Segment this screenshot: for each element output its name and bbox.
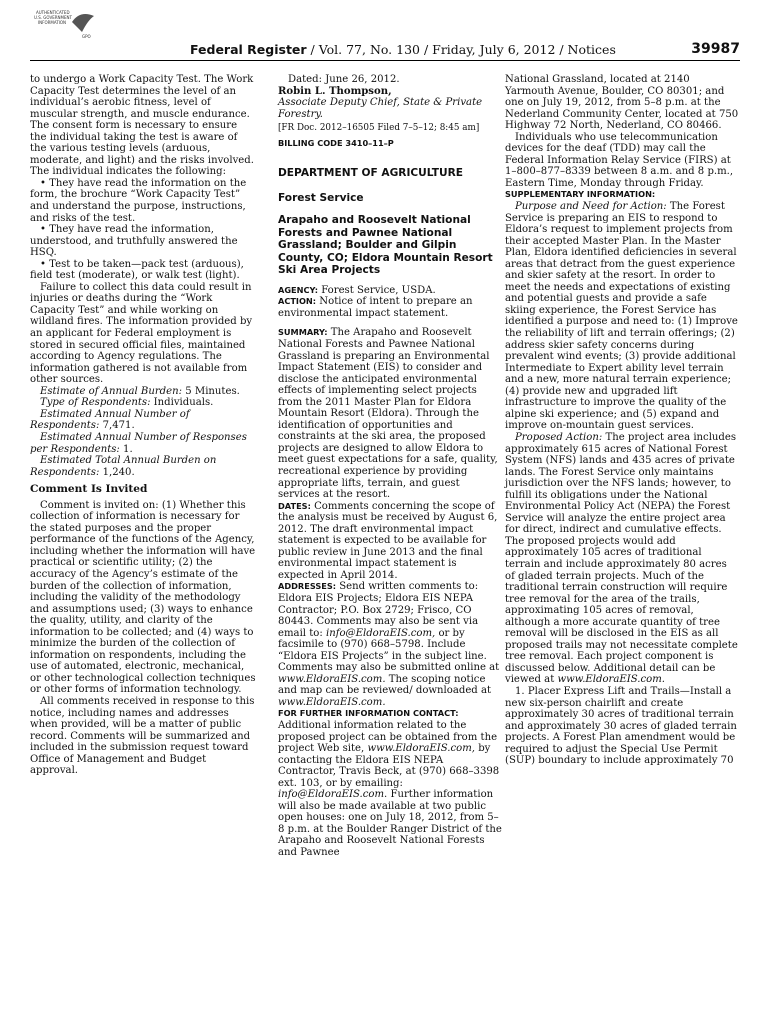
further-info-paragraph: FOR FURTHER INFORMATION CONTACT: Additional information related to the proposed project can be obtained from the project Web site, www.EldoraEIS.com, by contacting the Eldora EIS NEPA Contractor, Travis Beck, at (970) 668–3398 ext. 103, or by emailing: info@EldoraEIS.com. Further information will also be made available at two public open houses: one on July 18, 2012, from 5–8 p.m. at the Boulder Ranger District of the Arapaho and Roosevelt National Forests and Pawnee <box>278 708 502 859</box>
paragraph: National Grassland, located at 2140 Yarmouth Avenue, Boulder, CO 80301; and one on July 19, 2012, from 5–8 p.m. at the Nederland Community Center, located at 750 Highway 72 North, Nederland, CO 80466. <box>505 74 739 132</box>
summary-paragraph: SUMMARY: The Arapaho and Roosevelt National Forests and Pawnee National Grassland is preparing an Environmental Impact Statement (EIS) to consider and disclose the anticipated environmental effects of implementing select projects from the 2011 Master Plan for Eldora Mountain Resort (Eldora). Through the identification of opportunities and constraints at the ski area, the proposed projects are designed to allow Eldora to meet guest expectations for a safe, quality, recreational experience by providing appropriate lifts, terrain, and guest services at the resort. <box>278 327 498 501</box>
column-2 <box>278 74 504 859</box>
purpose-paragraph: Purpose and Need for Action: The Forest Service is preparing an EIS to respond to Eldora’s request to implement projects from their accepted Master Plan. In the Master Plan, Eldora identified deficiencies in several areas that detract from the guest experience and skier safety at the resort. In order to meet the needs and expectations of existing and potential guests and provide a safe skiing experience, the Forest Service has identified a purpose and need to: (1) Improve the reliability of lift and terrain offerings; (2) address skier safety concerns during prevalent wind events; (3) provide additional Intermediate to Expert ability level terrain and a new, more natural terrain experience; (4) provide new and upgraded lift infrastructure to improve the quality of the alpine ski experience; and (5) expand and improve on-mountain guest services. <box>505 201 738 432</box>
page-number: 39987 <box>691 41 740 57</box>
web-link[interactable]: www.EldoraEIS.com. <box>278 696 386 708</box>
notice-title: Arapaho and Roosevelt National Forests and Pawnee National Grassland; Boulder and Gilpin County, CO; Eldora Mountain Resort Ski Area Projects <box>278 214 493 277</box>
section-heading: Comment Is Invited <box>30 483 148 496</box>
estimate-burden: Estimate of Annual Burden: 5 Minutes. <box>40 385 240 397</box>
logo-line: U.S. GOVERNMENT <box>34 15 72 20</box>
fr-doc: [FR Doc. 2012–16505 Filed 7–5–12; 8:45 am] <box>278 123 480 134</box>
gpo-authentication-logo <box>30 8 102 40</box>
list-item: 1. Placer Express Lift and Trails—Install a new six-person chairlift and create approximately 30 acres of traditional terrain and approximately 30 acres of gladed terrain projects. A Forest Plan amendment would be required to adjust the Special Use Permit (SUP) boundary to include approximately 70 <box>505 685 737 767</box>
paragraph: to undergo a Work Capacity Test. The Work Capacity Test determines the level of an individual’s aerobic fitness, level of muscular strength, and muscle endurance. The consent form is necessary to ensure the individual taking the test is aware of the various testing levels (arduous, moderate, and light) and the risks involved. The individual indicates the following: <box>30 74 254 178</box>
agency-line: AGENCY: Forest Service, USDA. <box>278 284 436 296</box>
journal-name: Federal Register <box>190 42 307 57</box>
respondent-type: Type of Respondents: Individuals. <box>40 397 214 409</box>
department-heading: DEPARTMENT OF AGRICULTURE <box>278 167 464 180</box>
paragraph: Individuals who use telecommunication devices for the deaf (TDD) may call the Federal Information Relay Service (FIRS) at 1–800–877–8339 between 8 a.m. and 8 p.m., Eastern Time, Monday through Friday. <box>505 131 734 189</box>
num-responses: Estimated Annual Number of Responses per Respondents: 1. <box>30 431 247 455</box>
logo-line: GPO <box>82 34 91 39</box>
running-head <box>190 42 616 57</box>
page-header <box>30 40 740 61</box>
paragraph: Comment is invited on: (1) Whether this collection of information is necessary for the stated purposes and the proper performance of the functions of the Agency, including whether the information will have practical or scientific utility; (2) the accuracy of the Agency’s estimate of the burden of the collection of information, including the validity of the methodology and assumptions used; (3) ways to enhance the quality, utility, and clarity of the information to be collected; and (4) ways to minimize the burden of the collection of information on respondents, including the use of automated, electronic, mechanical, or other technological collection techniques or other forms of information technology. <box>30 499 256 696</box>
paragraph: All comments received in response to this notice, including names and addresses when provided, will be a matter of public record. Comments will be summarized and included in the submission request toward Office of Management and Budget approval. <box>30 695 255 777</box>
bullet-item: • Test to be taken—pack test (arduous), field test (moderate), or walk test (light). <box>30 258 244 282</box>
web-link[interactable]: www.EldoraEIS.com. <box>557 674 666 686</box>
dated-line: Dated: June 26, 2012. <box>288 74 400 85</box>
eagle-icon <box>72 14 94 32</box>
email-link[interactable]: info@EldoraEIS.com, <box>325 627 436 639</box>
web-link[interactable]: www.EldoraEIS.com. <box>278 673 386 685</box>
action-line: ACTION: Notice of intent to prepare an environmental impact statement. <box>278 296 473 319</box>
bullet-item: • They have read the information on the form, the brochure “Work Capacity Test” and understand the purpose, instructions, and risks of the test. <box>30 177 247 224</box>
web-link[interactable]: www.EldoraEIS.com, <box>367 743 475 755</box>
total-burden: Estimated Total Annual Burden on Respondents: 1,240. <box>30 455 217 478</box>
column-1 <box>30 74 256 777</box>
dates-paragraph: DATES: Comments concerning the scope of the analysis must be received by August 6, 2012. The draft environmental impact statement is expected to be available for public review in June 2013 and the final environmental impact statement is expected in April 2014. <box>278 500 498 581</box>
num-respondents: Estimated Annual Number of Respondents: 7,471. <box>30 408 190 432</box>
email-link[interactable]: info@EldoraEIS.com. <box>278 789 388 801</box>
logo-line: INFORMATION <box>38 20 67 25</box>
logo-line: AUTHENTICATED <box>36 10 70 15</box>
addresses-paragraph: ADDRESSES: Send written comments to: Eldora EIS Projects; Eldora EIS NEPA Contractor; P.O. Box 2729; Frisco, CO 80443. Comments may also be sent via email to: info@EldoraEIS.com, or by facsimile to (970) 668–5798. Include “Eldora EIS Projects” in the subject line. Comments may also be submitted online at www.EldoraEIS.com. The scoping notice and map can be reviewed/ downloaded at www.EldoraEIS.com. <box>278 581 500 708</box>
bullet-item: • They have read the information, understood, and truthfully answered the HSQ. <box>30 224 238 259</box>
issue-line: / Vol. 77, No. 130 / Friday, July 6, 2012 / Notices <box>306 42 616 57</box>
subagency-heading: Forest Service <box>278 191 364 204</box>
column-3 <box>505 74 739 767</box>
proposed-action-paragraph: Proposed Action: The project area includes approximately 615 acres of National Forest System (NFS) lands and 435 acres of private lands. The Forest Service only maintains jurisdiction over the NFS lands; however, to fulfill its obligations under the National Environmental Policy Act (NEPA) the Forest Service will analyze the entire project area for direct, indirect and cumulative effects. The proposed projects would add approximately 105 acres of traditional terrain and include approximately 80 acres of gladed terrain projects. Much of the traditional terrain construction will require tree removal for the area of the trails, approximating 105 acres of removal, although a more accurate quantity of tree removal will be disclosed in the EIS as all proposed trails may not necessitate complete tree removal. Each project component is discussed below. Additional detail can be viewed at www.EldoraEIS.com. <box>505 431 738 686</box>
billing-code: BILLING CODE 3410–11–P <box>278 137 394 148</box>
signer-name: Robin L. Thompson, <box>278 85 392 97</box>
signer-title: Associate Deputy Chief, State & Private Forestry. <box>278 97 483 120</box>
paragraph: Failure to collect this data could result in injuries or deaths during the “Work Capacity Test” and while working on wildland fires. The information provided by an applicant for Federal employment is stored in secured official files, maintained according to Agency regulations. The information gathered is not available from other sources. <box>30 281 253 386</box>
supplementary-heading: SUPPLEMENTARY INFORMATION: <box>505 189 656 200</box>
